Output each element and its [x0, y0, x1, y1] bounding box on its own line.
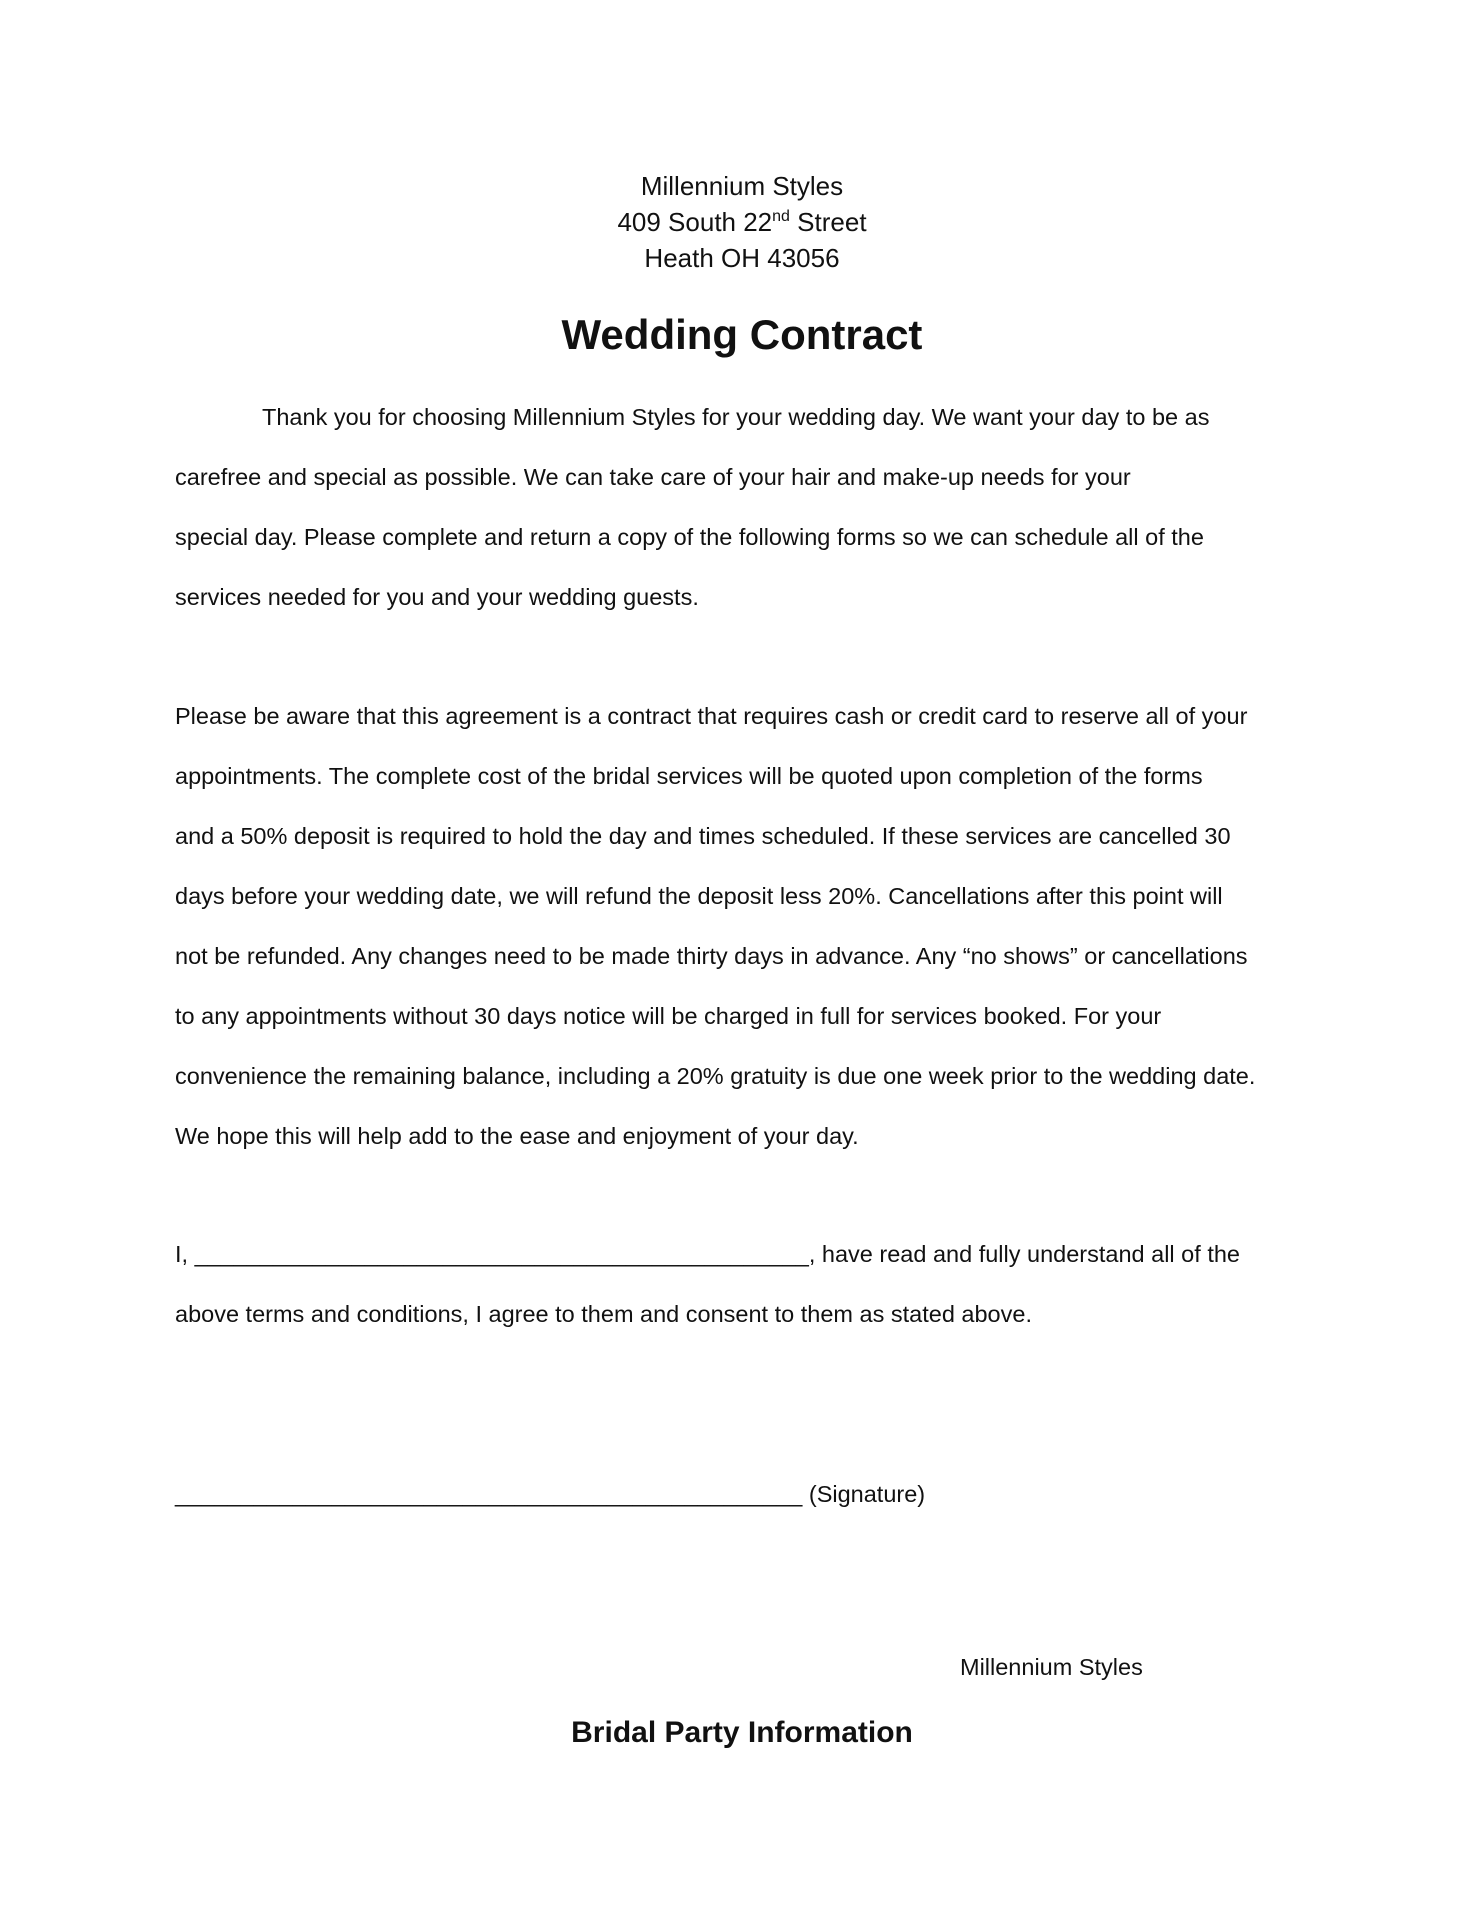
company-name: Millennium Styles — [640, 171, 844, 201]
intro-paragraph — [175, 387, 1325, 627]
terms-line: convenience the remaining balance, including a 20% gratuity is due one week prior to the wedding date. — [175, 1063, 1256, 1089]
street-address: 409 South 22nd Street — [617, 207, 867, 237]
page-title: Wedding Contract — [561, 311, 923, 358]
intro-line: services needed for you and your wedding guests. — [175, 584, 699, 610]
consent-paragraph — [175, 1224, 1325, 1344]
intro-line: special day. Please complete and return a copy of the following forms so we can schedule all of the — [175, 524, 1204, 550]
terms-line: not be refunded. Any changes need to be made thirty days in advance. Any “no shows” or cancellations — [175, 943, 1248, 969]
city-state-zip: Heath OH 43056 — [644, 243, 840, 273]
terms-line: to any appointments without 30 days notice will be charged in full for services booked. For your — [175, 1003, 1162, 1029]
terms-line: Please be aware that this agreement is a contract that requires cash or credit card to reserve all of your — [175, 703, 1248, 729]
terms-line: We hope this will help add to the ease and enjoyment of your day. — [175, 1123, 859, 1149]
letterhead — [0, 168, 1484, 276]
signature-line[interactable]: ________________________________________________ (Signature) — [175, 1481, 926, 1507]
consent-line: above terms and conditions, I agree to them and consent to them as stated above. — [175, 1301, 1032, 1327]
intro-line: Thank you for choosing Millennium Styles for your wedding day. We want your day to be as — [262, 404, 1210, 430]
consent-name-line[interactable]: I, _______________________________________________, have read and fully understand all of the — [175, 1241, 1240, 1267]
terms-line: and a 50% deposit is required to hold the day and times scheduled. If these services are cancelled 30 — [175, 823, 1231, 849]
footer-company-name: Millennium Styles — [960, 1654, 1143, 1680]
terms-line: appointments. The complete cost of the bridal services will be quoted upon completion of the forms — [175, 763, 1203, 789]
terms-paragraph — [175, 686, 1325, 1166]
terms-line: days before your wedding date, we will refund the deposit less 20%. Cancellations after this point will — [175, 883, 1223, 909]
intro-line: carefree and special as possible. We can take care of your hair and make-up needs for your — [175, 464, 1131, 490]
bridal-party-heading: Bridal Party Information — [571, 1716, 913, 1749]
